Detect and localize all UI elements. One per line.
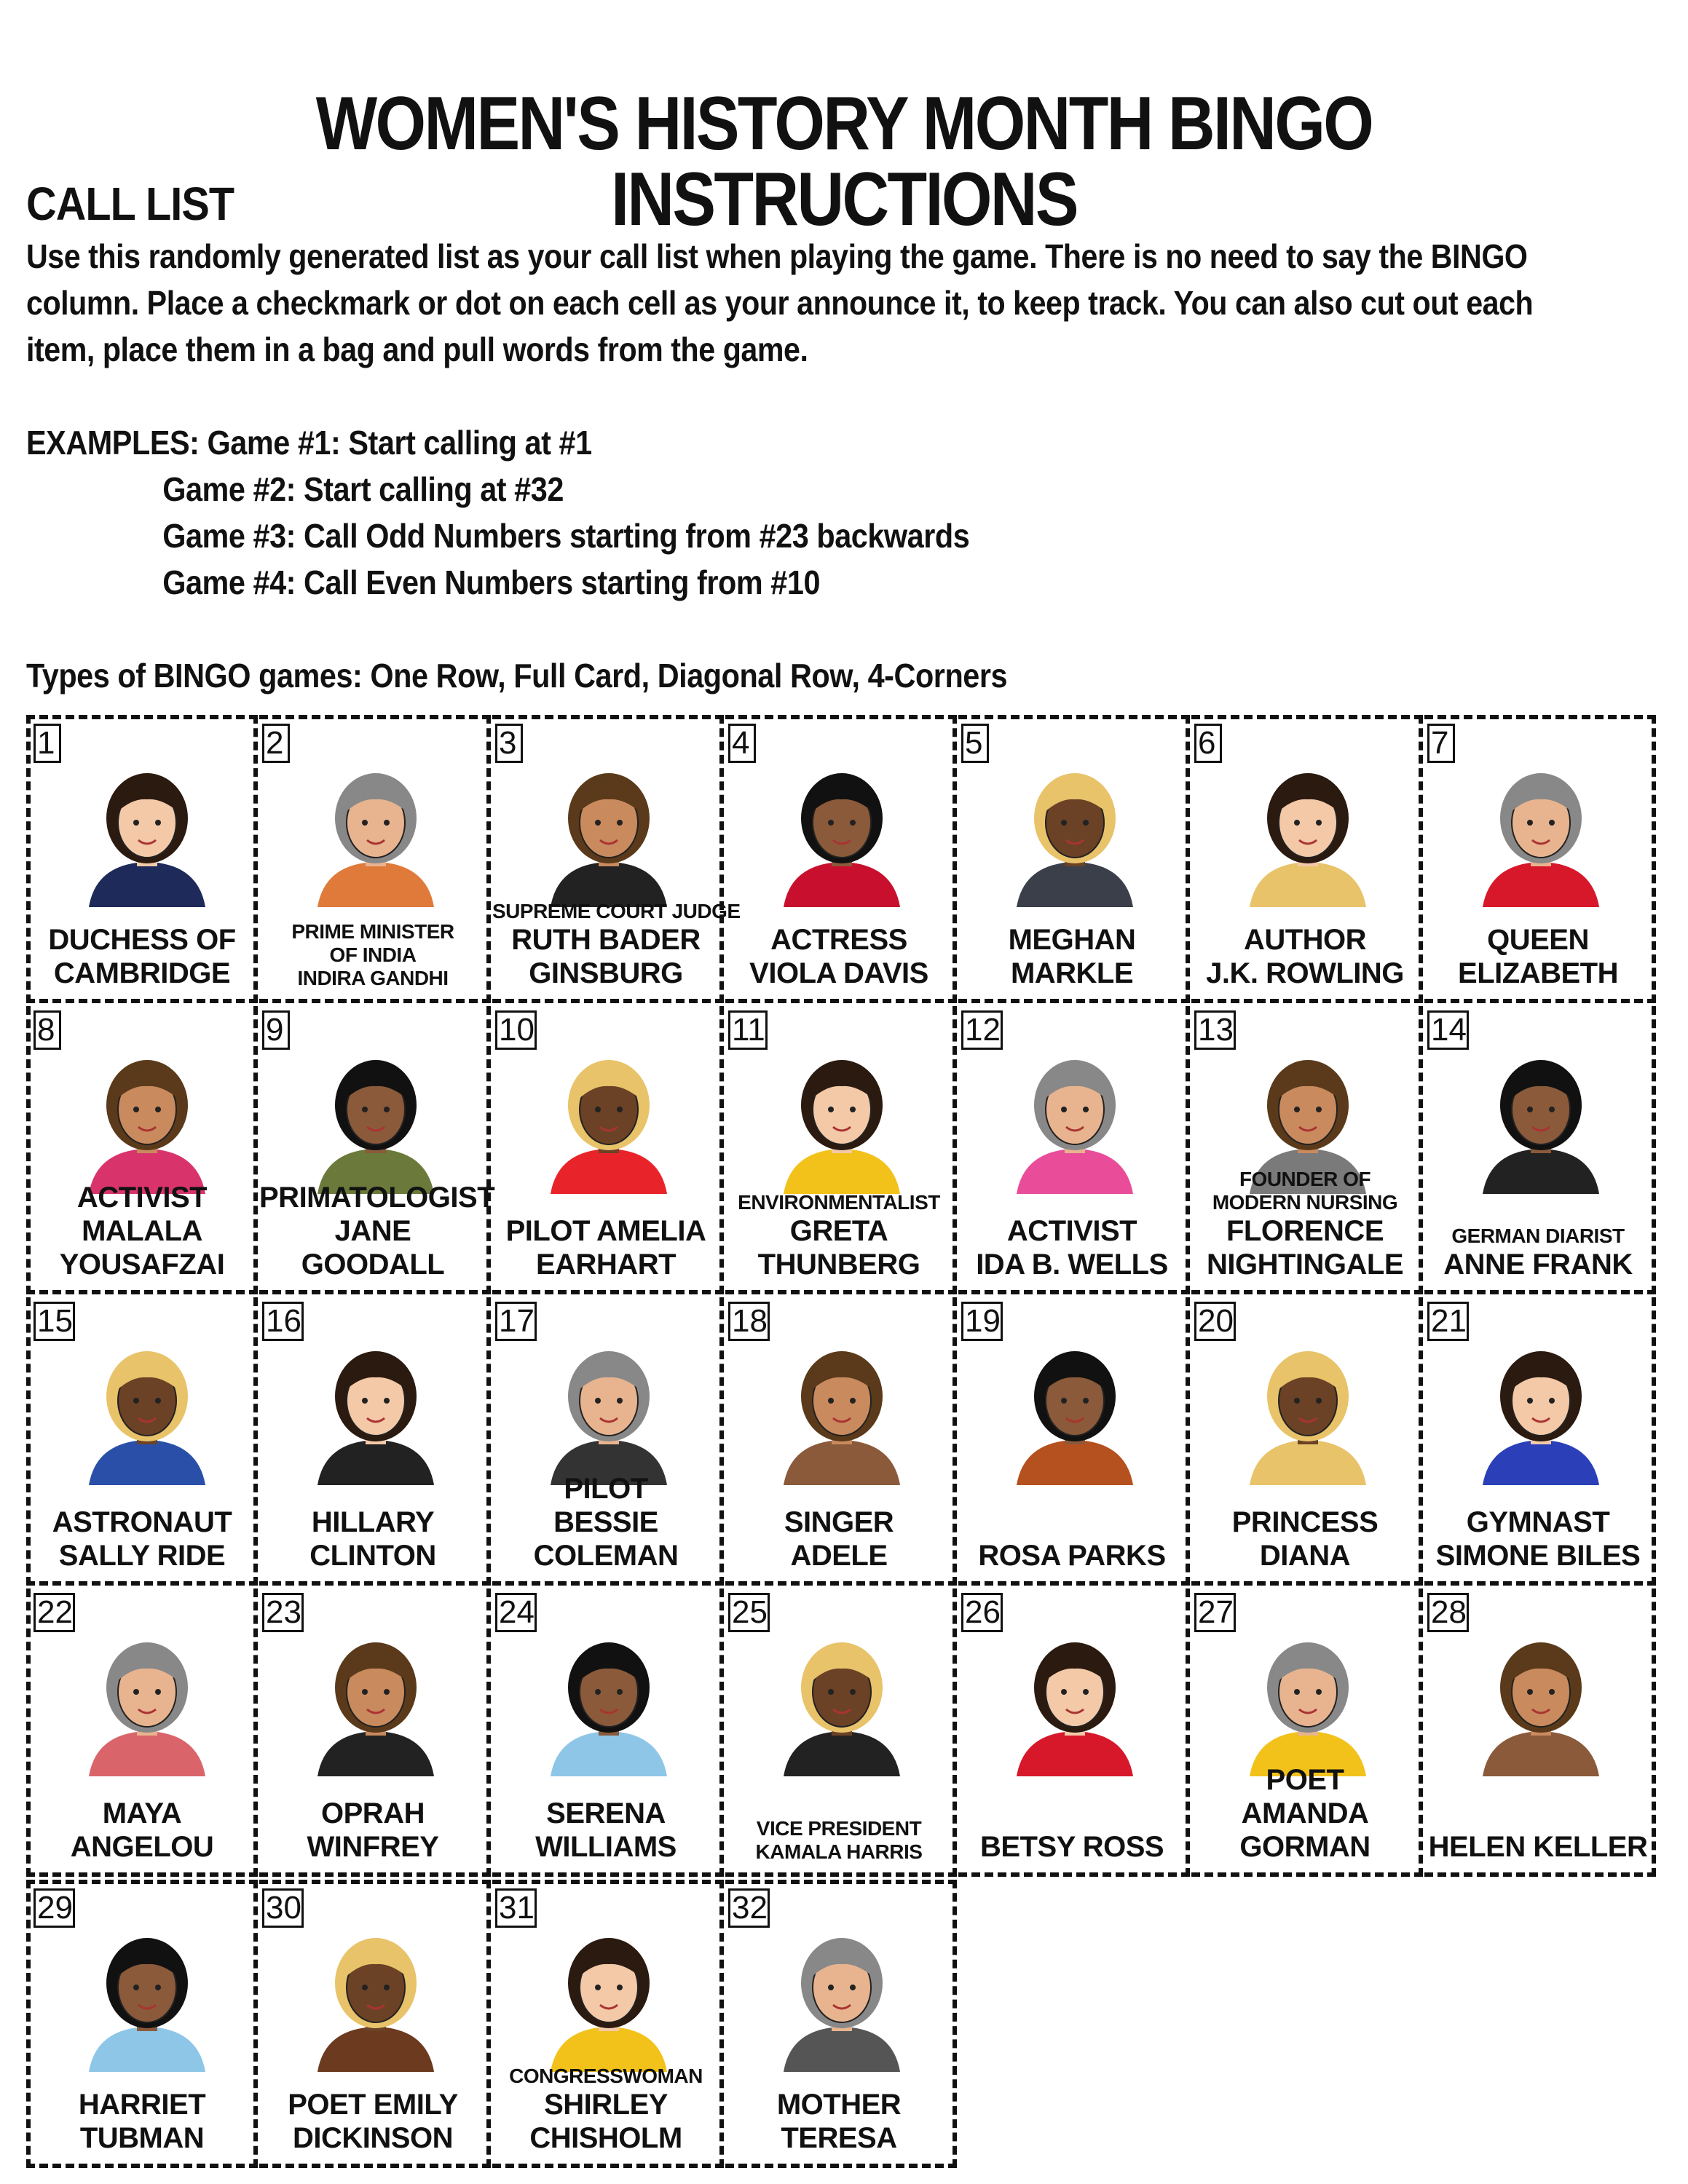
caption-line: PRINCESS <box>1231 1506 1379 1538</box>
instructions-paragraph <box>26 233 1590 373</box>
call-list-cell <box>725 1297 957 1586</box>
cell-number: 3 <box>495 724 523 763</box>
caption-line: MEGHAN <box>1008 924 1136 956</box>
caption-line: COLEMAN <box>533 1540 679 1572</box>
call-list-cell <box>1191 1006 1423 1294</box>
call-list-cell <box>1424 1297 1656 1586</box>
cell-caption <box>725 1191 953 1281</box>
caption-line: INDIRA GANDHI <box>297 967 449 989</box>
cell-number: 21 <box>1427 1302 1469 1341</box>
caption-line: TERESA <box>781 2122 897 2154</box>
call-list-cell <box>1424 1006 1656 1294</box>
malala-portrait-icon <box>60 1048 234 1194</box>
call-list-heading: CALL LIST <box>26 178 234 230</box>
cell-caption <box>725 923 953 990</box>
caption-line: SHIRLEY <box>544 2089 668 2121</box>
caption-line: GERMAN DIARIST <box>1451 1224 1625 1247</box>
cell-caption <box>1191 923 1419 990</box>
caption-line: ANGELOU <box>70 1831 214 1863</box>
cell-number: 6 <box>1194 724 1222 763</box>
call-list-cell <box>259 1588 491 1877</box>
cell-number: 17 <box>495 1302 537 1341</box>
cell-number: 13 <box>1194 1010 1236 1050</box>
example-game: Game #1: Start calling at #1 <box>207 424 592 462</box>
indira-gandhi-portrait-icon <box>288 761 463 907</box>
caption-line: GINSBURG <box>529 957 683 989</box>
cell-number: 7 <box>1427 724 1455 763</box>
cell-number: 19 <box>961 1302 1003 1341</box>
call-list-cell <box>259 1880 491 2168</box>
caption-line: AMANDA <box>1241 1797 1369 1829</box>
page-title: WOMEN'S HISTORY MONTH BINGO INSTRUCTIONS <box>315 82 1373 242</box>
caption-line: SINGER <box>784 1506 894 1538</box>
cell-number: 15 <box>33 1302 75 1341</box>
caption-line: POET EMILY <box>288 2089 458 2121</box>
cell-caption <box>1191 1168 1419 1281</box>
cell-number: 18 <box>728 1302 770 1341</box>
cell-caption <box>492 1472 719 1572</box>
cell-number: 9 <box>262 1010 290 1050</box>
caption-line: BESSIE <box>553 1506 658 1538</box>
caption-line: ACTIVIST <box>1006 1215 1137 1247</box>
caption-line: IDA B. WELLS <box>976 1249 1168 1281</box>
caption-line: HILLARY <box>311 1506 435 1538</box>
caption-line: CONGRESSWOMAN <box>509 2065 703 2087</box>
serena-williams-portrait-icon <box>521 1631 696 1776</box>
cell-caption <box>725 1817 953 1864</box>
caption-line: SIMONE BILES <box>1435 1540 1641 1572</box>
caption-line: GRETA <box>789 1215 888 1247</box>
ida-b-wells-portrait-icon <box>987 1048 1162 1194</box>
call-list-cell <box>259 1297 491 1586</box>
caption-line: SALLY RIDE <box>58 1540 226 1572</box>
cell-number: 22 <box>33 1593 75 1632</box>
cell-number: 16 <box>262 1302 304 1341</box>
cell-caption <box>958 1214 1186 1281</box>
caption-line: JANE <box>334 1215 411 1247</box>
caption-line: HARRIET <box>78 2089 206 2121</box>
call-list-cell <box>492 715 741 1003</box>
cell-caption <box>958 923 1186 990</box>
caption-line: CLINTON <box>309 1540 436 1572</box>
call-list-cell <box>492 1588 724 1877</box>
caption-line: MOTHER <box>776 2089 902 2121</box>
caption-line: EARHART <box>535 1249 677 1281</box>
caption-line: GYMNAST <box>1466 1506 1610 1538</box>
call-list-cell <box>958 1006 1190 1294</box>
call-list-cell <box>26 1880 258 2168</box>
call-list-cell <box>958 715 1190 1003</box>
caption-line: ROSA PARKS <box>978 1540 1166 1572</box>
caption-line: PILOT AMELIA <box>505 1215 706 1247</box>
caption-line: J.K. ROWLING <box>1206 957 1404 989</box>
call-list-cell <box>725 1588 957 1877</box>
caption-line: SERENA <box>546 1797 666 1829</box>
caption-line: SUPREME COURT JUDGE <box>492 900 741 922</box>
caption-line: THUNBERG <box>757 1249 920 1281</box>
call-list-cell <box>259 715 491 1003</box>
cell-caption <box>31 1797 253 1864</box>
caption-line: MARKLE <box>1010 957 1134 989</box>
amanda-gorman-podium-icon <box>1220 1631 1395 1776</box>
cell-caption <box>31 1181 253 1281</box>
caption-line: FLORENCE <box>1226 1215 1384 1247</box>
call-list-cell <box>725 1880 957 2168</box>
call-list-cell <box>26 1006 258 1294</box>
caption-line: DUCHESS OF <box>48 924 236 956</box>
caption-line: PRIMATOLOGIST <box>259 1182 495 1214</box>
caption-line: CHISHOLM <box>529 2122 682 2154</box>
jane-goodall-portrait-icon <box>288 1048 463 1194</box>
example-game: Game #4: Call Even Numbers starting from #10 <box>162 563 821 601</box>
caption-line: ACTIVIST <box>76 1182 208 1214</box>
caption-line: GOODALL <box>301 1249 445 1281</box>
call-list-cell <box>259 1006 495 1294</box>
cell-number: 14 <box>1427 1010 1469 1050</box>
caption-line: ELIZABETH <box>1458 957 1618 989</box>
example-game: Game #2: Start calling at #32 <box>162 470 564 508</box>
cell-caption <box>259 2088 486 2155</box>
cell-number: 32 <box>728 1888 770 1928</box>
maya-angelou-portrait-icon <box>60 1631 234 1776</box>
caption-line: ASTRONAUT <box>52 1506 232 1538</box>
princess-diana-portrait-icon <box>1220 1340 1395 1485</box>
caption-line: WINFREY <box>307 1831 439 1863</box>
cell-number: 28 <box>1427 1593 1469 1632</box>
cell-number: 5 <box>961 724 989 763</box>
call-list-cell <box>1191 1297 1423 1586</box>
bingo-types: Types of BINGO games: One Row, Full Card, Diagonal Row, 4-Corners <box>26 657 1008 695</box>
cell-number: 31 <box>495 1888 537 1928</box>
rosa-parks-portrait-icon <box>987 1340 1162 1485</box>
caption-line: BETSY ROSS <box>979 1831 1164 1863</box>
cell-number: 11 <box>728 1010 768 1050</box>
call-list-cell <box>26 715 258 1003</box>
call-list-cell <box>492 1880 724 2168</box>
cell-caption <box>259 920 486 990</box>
ruth-bader-ginsburg-portrait-icon <box>521 761 696 907</box>
cell-caption <box>492 2065 719 2155</box>
instructions-line: column. Place a checkmark or dot on each cell as your announce it, to keep track. You can also cut out each <box>26 284 1534 322</box>
duchess-figure-icon <box>60 761 234 907</box>
adele-portrait-icon <box>754 1340 929 1485</box>
caption-line: MAYA <box>102 1797 182 1829</box>
simone-biles-gymnast-icon <box>1454 1340 1628 1485</box>
caption-line: POET <box>1266 1764 1344 1796</box>
cell-caption <box>259 1797 486 1864</box>
caption-line: OF INDIA <box>329 943 417 966</box>
caption-line: WILLIAMS <box>535 1831 677 1863</box>
cell-number: 27 <box>1194 1593 1236 1632</box>
helen-keller-portrait-icon <box>1454 1631 1628 1776</box>
meghan-markle-portrait-icon <box>987 761 1162 907</box>
caption-line: OPRAH <box>321 1797 425 1829</box>
cell-caption <box>492 1797 719 1864</box>
call-list-cell <box>1424 715 1656 1003</box>
cell-number: 23 <box>262 1593 304 1632</box>
shirley-chisholm-podium-icon <box>521 1926 696 2072</box>
examples-block <box>26 419 1075 606</box>
oprah-winfrey-portrait-icon <box>288 1631 463 1776</box>
cell-caption <box>492 1214 719 1281</box>
cell-caption <box>725 1506 953 1572</box>
call-list-cell <box>1191 715 1423 1003</box>
example-game: Game #3: Call Odd Numbers starting from #23 backwards <box>162 517 970 555</box>
cell-number: 26 <box>961 1593 1003 1632</box>
caption-line: ACTRESS <box>770 924 907 956</box>
anne-frank-portrait-icon <box>1454 1048 1628 1194</box>
cell-number: 30 <box>262 1888 304 1928</box>
amelia-earhart-plane-icon <box>521 1048 696 1194</box>
cell-caption <box>1424 923 1652 990</box>
caption-line: ADELE <box>790 1540 888 1572</box>
caption-line: HELEN KELLER <box>1428 1831 1648 1863</box>
cell-number: 1 <box>33 724 61 763</box>
cell-caption <box>1424 1506 1652 1572</box>
call-list-cell <box>958 1297 1190 1586</box>
call-list-cell <box>26 1297 258 1586</box>
cell-number: 12 <box>961 1010 1003 1050</box>
queen-elizabeth-portrait-icon <box>1454 761 1628 907</box>
cell-caption <box>259 1506 486 1572</box>
bessie-coleman-biplane-icon <box>521 1340 696 1485</box>
mother-teresa-portrait-icon <box>754 1926 929 2072</box>
cell-caption <box>31 1506 253 1572</box>
cell-number: 4 <box>728 724 756 763</box>
instructions-line: item, place them in a bag and pull words from the game. <box>26 331 808 368</box>
cell-number: 8 <box>33 1010 61 1050</box>
call-list-cell <box>26 1588 258 1877</box>
call-list-cell <box>725 1006 957 1294</box>
cell-number: 2 <box>262 724 290 763</box>
sally-ride-portrait-icon <box>60 1340 234 1485</box>
caption-line: QUEEN <box>1487 924 1589 956</box>
hillary-clinton-portrait-icon <box>288 1340 463 1485</box>
cell-caption <box>31 2088 253 2155</box>
call-list-cell <box>1424 1588 1656 1877</box>
caption-line: MODERN NURSING <box>1212 1191 1398 1214</box>
cell-number: 25 <box>728 1593 770 1632</box>
caption-line: ANNE FRANK <box>1443 1249 1633 1281</box>
cell-caption <box>725 2088 953 2155</box>
caption-line: DICKINSON <box>293 2122 453 2154</box>
caption-line: FOUNDER OF <box>1239 1168 1371 1190</box>
call-list-cell <box>958 1588 1190 1877</box>
cell-caption <box>492 900 741 990</box>
caption-line: VIOLA DAVIS <box>749 957 928 989</box>
betsy-ross-flag-icon <box>987 1631 1162 1776</box>
cell-number: 24 <box>495 1593 537 1632</box>
cell-number: 10 <box>495 1010 537 1050</box>
instructions-line: Use this randomly generated list as your call list when playing the game. There is no need to say the BINGO <box>26 237 1528 275</box>
caption-line: NIGHTINGALE <box>1206 1249 1404 1281</box>
caption-line: VICE PRESIDENT <box>756 1817 922 1840</box>
call-list-cell <box>492 1297 724 1586</box>
call-list-cell <box>1191 1588 1423 1877</box>
caption-line: MALALA <box>82 1215 202 1247</box>
cell-caption <box>1191 1506 1419 1572</box>
kamala-harris-portrait-icon <box>754 1631 929 1776</box>
caption-line: GORMAN <box>1239 1831 1370 1863</box>
call-list-cell <box>725 715 957 1003</box>
viola-davis-portrait-icon <box>754 761 929 907</box>
caption-line: ENVIRONMENTALIST <box>738 1191 940 1214</box>
call-list-cell <box>492 1006 724 1294</box>
harriet-tubman-figure-icon <box>60 1926 234 2072</box>
caption-line: RUTH BADER <box>511 924 701 956</box>
greta-thunberg-portrait-icon <box>754 1048 929 1194</box>
cell-number: 20 <box>1194 1302 1236 1341</box>
cell-caption <box>958 1539 1186 1572</box>
cell-caption <box>958 1830 1186 1864</box>
cell-number: 29 <box>33 1888 75 1928</box>
caption-line: CAMBRIDGE <box>53 957 231 989</box>
cell-caption <box>1191 1763 1419 1864</box>
emily-dickinson-portrait-icon <box>288 1926 463 2072</box>
caption-line: YOUSAFZAI <box>59 1249 225 1281</box>
jk-rowling-portrait-icon <box>1220 761 1395 907</box>
caption-line: AUTHOR <box>1243 924 1367 956</box>
caption-line: DIANA <box>1259 1540 1351 1572</box>
cell-caption <box>1424 1224 1652 1281</box>
cell-caption <box>259 1181 495 1281</box>
caption-line: PRIME MINISTER <box>291 920 454 943</box>
examples-label: EXAMPLES: <box>26 424 200 462</box>
call-list-grid <box>26 715 1662 2169</box>
cell-caption <box>31 923 253 990</box>
caption-line: KAMALA HARRIS <box>755 1840 923 1863</box>
cell-caption <box>1424 1830 1652 1864</box>
caption-line: PILOT <box>564 1473 648 1505</box>
caption-line: TUBMAN <box>79 2122 205 2154</box>
